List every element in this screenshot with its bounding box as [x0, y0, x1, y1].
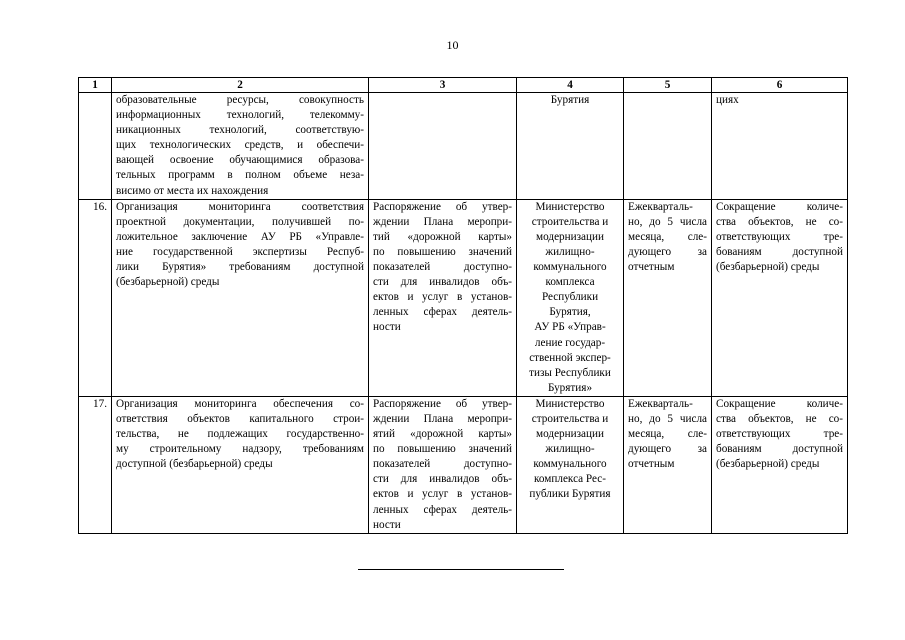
cell-text-line: ектов и услуг в установ- — [373, 488, 512, 501]
cell-text-line: месяца, сле- — [628, 428, 707, 441]
cell-text-line: (безбарьерной) среды — [116, 276, 220, 289]
cell-text-line: тельных программ в полном объеме неза- — [116, 169, 364, 182]
responsible-cell — [517, 396, 624, 533]
cell-text-line: показателей доступно- — [373, 261, 512, 274]
cell-text-line: коммунального — [533, 261, 607, 274]
cell-text-line: месяца, сле- — [628, 230, 707, 243]
column-header: 5 — [624, 78, 712, 93]
cell-text-line: Бурятия» — [547, 381, 593, 394]
cell-text-line: отчетным — [628, 261, 675, 274]
cell-text-line: тельства, не подлежащих государственно- — [116, 428, 364, 441]
cell-text-line: висимо от места их нахождения — [116, 184, 269, 197]
cell-text-line: ности — [373, 518, 401, 531]
measure-cell — [112, 396, 369, 533]
cell-text-line: сти для инвалидов объ- — [373, 473, 512, 486]
result-cell — [712, 199, 848, 396]
cell-text-line: Бурятия — [550, 94, 590, 106]
table-row-continuation — [79, 93, 848, 200]
cell-text-line: проектной документации, получившей по- — [116, 215, 364, 228]
cell-text-line: Сокращение количе- — [716, 397, 843, 410]
cell-text-line: строительства и — [531, 215, 609, 228]
cell-text-line: ответствия объектов капитального строи- — [116, 412, 364, 425]
cell-text-line: Организация мониторинга обеспечения со- — [116, 397, 364, 410]
cell-text-line: щих технологических средств, и обеспечи- — [116, 139, 364, 152]
cell-text-line: сти для инвалидов объ- — [373, 276, 512, 289]
cell-text-line: ждении Плана меропри- — [373, 215, 512, 228]
cell-text-line: Бурятия, — [549, 306, 591, 319]
cell-text-line: ответствующих тре- — [716, 428, 843, 441]
measures-table — [78, 77, 848, 534]
cell-text-line: ства объектов, не со- — [716, 215, 843, 228]
column-header: 2 — [112, 78, 369, 93]
column-header: 6 — [712, 78, 848, 93]
cell-text-line: дующего за — [628, 443, 707, 456]
cell-text-line: Распоряжение об утвер- — [373, 200, 512, 213]
cell-text-line: коммунального — [533, 458, 607, 471]
cell-text-line: ятий «дорожной карты» — [373, 428, 512, 441]
cell-text-line: жилищно- — [545, 443, 595, 456]
basis-document-cell — [369, 199, 517, 396]
cell-text-line: ства объектов, не со- — [716, 412, 843, 425]
cell-text-line: тизы Республики — [529, 366, 611, 379]
deadline-cell — [624, 93, 712, 200]
cell-text-line: Ежекварталь- — [628, 200, 693, 213]
cell-text-line: Министерство — [535, 397, 605, 410]
column-header: 4 — [517, 78, 624, 93]
basis-document-cell — [369, 93, 517, 200]
cell-text-line: Ежекварталь- — [628, 397, 693, 410]
cell-text-line: публики Бурятия — [529, 488, 611, 501]
cell-text-line: дующего за — [628, 245, 707, 258]
cell-text-line: ответствующих тре- — [716, 230, 843, 243]
basis-document-cell — [369, 396, 517, 533]
cell-text-line: строительства и — [531, 412, 609, 425]
cell-text-line: Республики — [541, 291, 599, 304]
cell-text-line: по повышению значений — [373, 443, 512, 456]
cell-text-line: ности — [373, 321, 401, 334]
cell-text-line: модернизации — [536, 230, 604, 243]
cell-text-line: Сокращение количе- — [716, 200, 843, 213]
cell-text-line: ложительное заключение АУ РБ «Управле- — [116, 230, 364, 243]
cell-text-line: но, до 5 числа — [628, 412, 707, 425]
cell-text-line: вающей освоение обучающимися образова- — [116, 154, 364, 167]
cell-text-line: доступной (безбарьерной) среды — [116, 458, 273, 471]
result-cell — [712, 396, 848, 533]
cell-text-line: бованиям доступной — [716, 443, 843, 456]
cell-text-line: ление государ- — [534, 336, 606, 349]
cell-text-line: (безбарьерной) среды — [716, 458, 820, 471]
footer-rule — [358, 569, 564, 570]
cell-text-line: лики Бурятия» требованиям доступной — [116, 261, 364, 274]
table-row — [79, 199, 848, 396]
cell-text-line: ственной экспер- — [529, 351, 611, 364]
cell-text-line: жилищно- — [545, 245, 595, 258]
cell-text-line: показателей доступно- — [373, 458, 512, 471]
deadline-cell — [624, 199, 712, 396]
cell-text-line: циях — [716, 94, 739, 106]
column-header: 3 — [369, 78, 517, 93]
cell-text-line: никационных технологий, соответствую- — [116, 124, 364, 137]
cell-text-line: АУ РБ «Управ- — [534, 321, 606, 334]
cell-text-line: Министерство — [535, 200, 605, 213]
cell-text-line: отчетным — [628, 458, 675, 471]
row-number-cell — [79, 93, 112, 200]
table-row — [79, 396, 848, 533]
measure-cell — [112, 199, 369, 396]
cell-text-line: Распоряжение об утвер- — [373, 397, 512, 410]
cell-text-line: комплекса — [545, 276, 595, 289]
cell-text-line: ленных сферах деятель- — [373, 306, 512, 319]
responsible-cell — [517, 199, 624, 396]
cell-text-line: образовательные ресурсы, совокупность — [116, 94, 364, 106]
cell-text-line: по повышению значений — [373, 245, 512, 258]
measure-cell — [112, 93, 369, 200]
column-header: 1 — [79, 78, 112, 93]
cell-text-line: бованиям доступной — [716, 245, 843, 258]
row-number-cell: 17. — [79, 396, 112, 533]
cell-text-line: ектов и услуг в установ- — [373, 291, 512, 304]
cell-text-line: ждении Плана меропри- — [373, 412, 512, 425]
cell-text-line: (безбарьерной) среды — [716, 261, 820, 274]
cell-text-line: му строительному надзору, требованиям — [116, 443, 364, 456]
page-number: 10 — [446, 38, 459, 52]
cell-text-line: информационных технологий, телекомму- — [116, 109, 364, 122]
cell-text-line: модернизации — [536, 428, 604, 441]
cell-text-line: Организация мониторинга соответствия — [116, 200, 364, 213]
responsible-cell — [517, 93, 624, 200]
table-header-row — [79, 78, 848, 93]
row-number-cell: 16. — [79, 199, 112, 396]
cell-text-line: ние государственной экспертизы Респуб- — [116, 245, 364, 258]
cell-text-line: но, до 5 числа — [628, 215, 707, 228]
cell-text-line: тий «дорожной карты» — [373, 230, 512, 243]
cell-text-line: ленных сферах деятель- — [373, 503, 512, 516]
result-cell — [712, 93, 848, 200]
cell-text-line: комплекса Рес- — [534, 473, 606, 486]
deadline-cell — [624, 396, 712, 533]
